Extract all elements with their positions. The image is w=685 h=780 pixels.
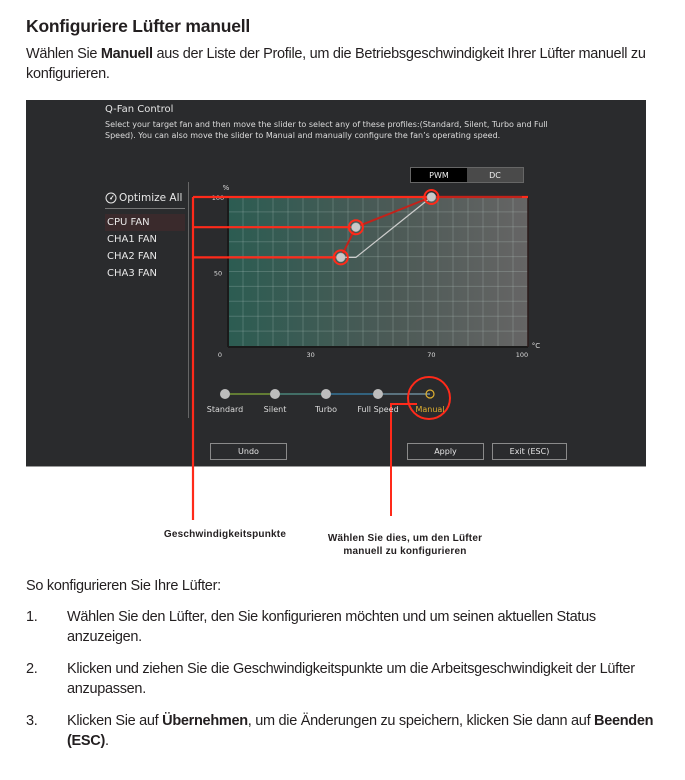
x-axis-label: °C (531, 342, 541, 350)
step-bold-term: Beenden (ESC) (67, 713, 654, 749)
fan-item-cha2[interactable]: CHA2 FAN (107, 251, 158, 262)
page-heading: Konfiguriere Lüfter manuell (26, 16, 251, 36)
gauge-icon (105, 192, 117, 204)
callout-manual-line2: manuell zu konfigurieren (343, 546, 467, 557)
x-tick-label: 0 (217, 351, 223, 359)
mode-dc[interactable]: DC (467, 168, 523, 182)
step-bold-term: Übernehmen (162, 713, 248, 729)
fan-item-cha1[interactable]: CHA1 FAN (107, 234, 158, 245)
optimize-all-label: Optimize All (119, 192, 183, 204)
divider (188, 182, 189, 418)
step-number: 2. (26, 661, 38, 677)
fan-item-cpu[interactable]: CPU FAN (105, 214, 185, 231)
intro-paragraph (26, 44, 656, 84)
qfan-description: Select your target fan and then move the slider to select any of these profiles:(Standard, Silent, Turbo and Full Speed). You can also move the slider to Manual and manually configure the fan’s operating speed. (105, 120, 548, 140)
profile-label-manual[interactable]: Manual (415, 405, 445, 414)
step-text-part: , um die Änderungen zu speichern, klicken Sie dann auf (247, 713, 595, 729)
pwm-dc-toggle[interactable] (410, 167, 524, 183)
fan-item-cha3[interactable]: CHA3 FAN (107, 268, 158, 279)
step-text-part: Klicken Sie auf (67, 713, 163, 729)
intro-text-rest: aus der Liste der Profile, um die Betriebsgeschwindigkeit Ihrer Lüfter manuell zu konfigurieren. (26, 46, 646, 82)
intro-bold-manuell: Manuell (100, 46, 153, 62)
y-tick-label: 100 (211, 194, 225, 202)
step-text (67, 659, 657, 699)
steps-title: So konfigurieren Sie Ihre Lüfter: (26, 578, 221, 594)
step-text-part: Wählen Sie den Lüfter, den Sie konfigurieren möchten und um seinen aktuellen Status anzuzeigen. (67, 609, 596, 645)
callout-manual-line1: Wählen Sie dies, um den Lüfter (327, 533, 483, 544)
profile-label-full-speed[interactable]: Full Speed (357, 405, 399, 414)
step-text-part: Klicken und ziehen Sie die Geschwindigkeitspunkte um die Arbeitsgeschwindigkeit der Lüfter anzupassen. (67, 661, 635, 697)
step-text (67, 607, 657, 647)
mode-pwm[interactable]: PWM (411, 168, 467, 182)
apply-button[interactable]: Apply (407, 443, 484, 460)
qfan-title: Q-Fan Control (105, 104, 174, 115)
y-axis-label: % (222, 184, 230, 192)
step-text-part: . (104, 733, 109, 749)
step-number: 1. (26, 609, 38, 625)
x-tick-label: 70 (427, 351, 436, 359)
y-tick-label: 50 (213, 269, 223, 278)
callout-manual (300, 532, 510, 558)
profile-label-standard[interactable]: Standard (206, 405, 244, 414)
profile-label-turbo[interactable]: Turbo (314, 405, 338, 414)
intro-text: Wählen Sie (26, 46, 101, 62)
profile-label-silent[interactable]: Silent (263, 405, 287, 414)
step-number: 3. (26, 713, 38, 729)
callout-speed-points: Geschwindigkeitspunkte (163, 529, 287, 540)
fan-list (105, 188, 185, 282)
undo-button[interactable]: Undo (210, 443, 287, 460)
x-tick-label: 30 (306, 351, 315, 359)
exit-button[interactable]: Exit (ESC) (492, 443, 567, 460)
step-text (67, 711, 657, 751)
x-tick-label: 100 (515, 351, 529, 359)
optimize-all-button[interactable] (105, 188, 185, 209)
